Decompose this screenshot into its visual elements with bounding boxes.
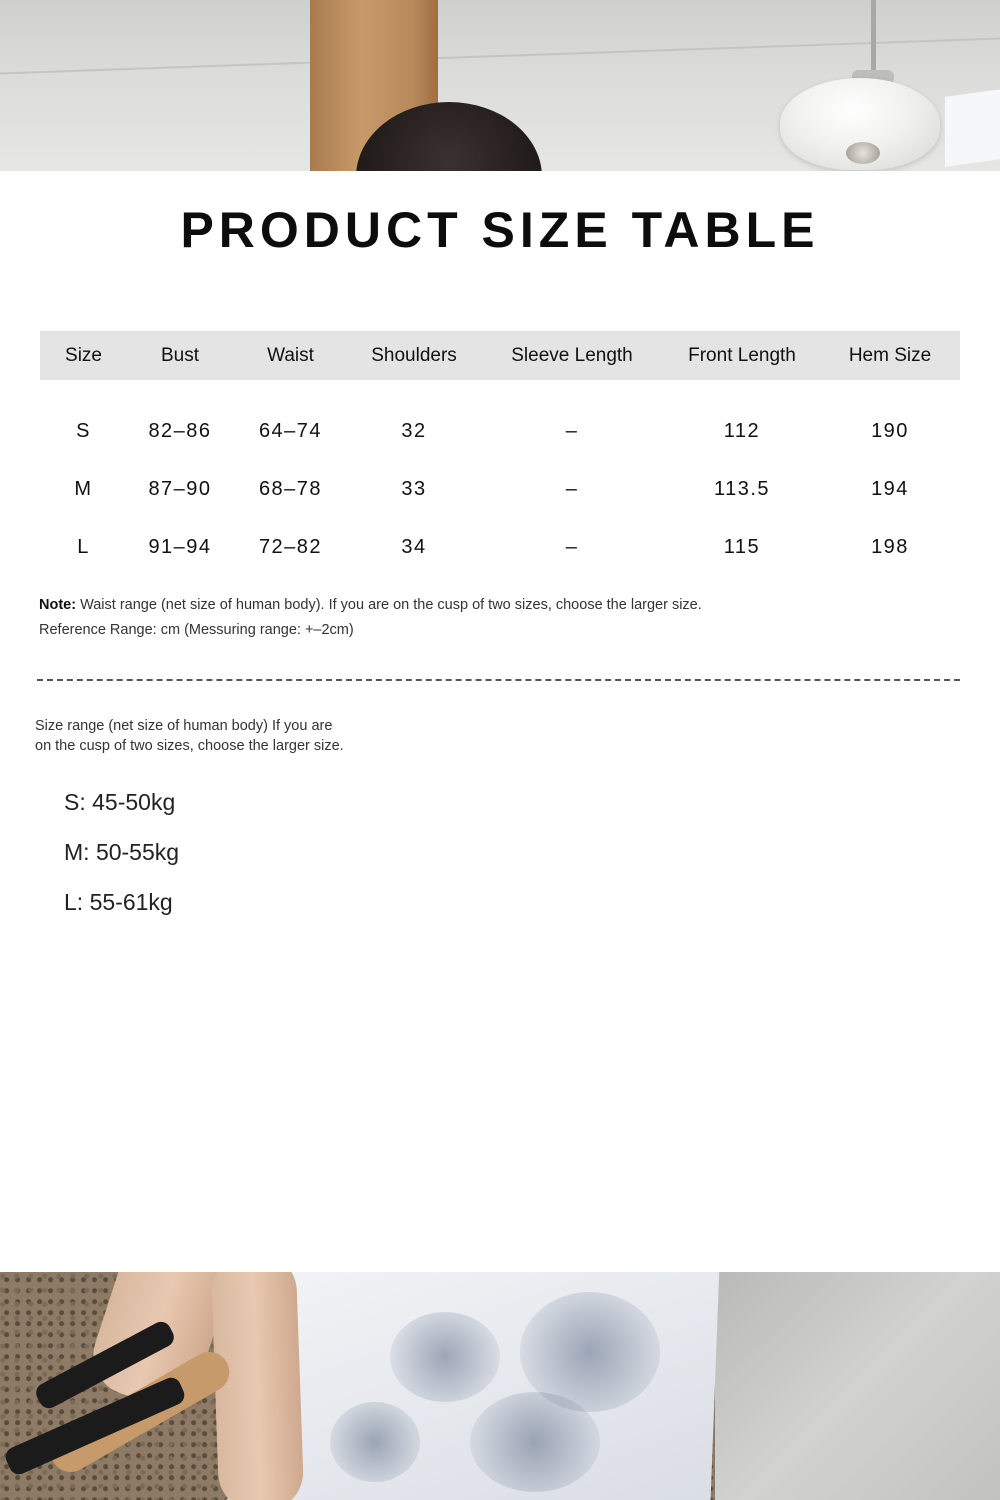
size-range-note <box>35 716 395 756</box>
header-size: Size <box>40 331 127 380</box>
header-front-length: Front Length <box>664 331 820 380</box>
note-label: Note: <box>39 597 77 613</box>
size-table <box>40 331 960 576</box>
table-row <box>40 402 960 460</box>
weight-list <box>64 786 179 936</box>
cell-waist: 68–78 <box>258 477 323 500</box>
cell-waist: 64–74 <box>258 419 323 442</box>
header-waist: Waist <box>233 331 348 380</box>
dress-print-motif <box>330 1402 420 1482</box>
cell-bust: 91–94 <box>148 535 212 558</box>
size-chart-panel <box>0 171 1000 1272</box>
cell-shoulders: 34 <box>401 535 427 558</box>
cell-hem-size: 190 <box>871 419 909 442</box>
cell-bust: 87–90 <box>148 477 212 500</box>
cell-size: S <box>76 419 91 442</box>
dashed-divider <box>37 679 960 681</box>
lamp-rod <box>871 0 876 78</box>
header-hem-size: Hem Size <box>820 331 960 380</box>
notes-block <box>39 593 702 643</box>
table-spacer <box>40 380 960 402</box>
top-product-photo <box>0 0 1000 171</box>
table-header-row <box>40 331 960 380</box>
bottom-product-photo <box>0 1272 1000 1500</box>
dress-print-motif <box>390 1312 500 1402</box>
weight-item-s: S: 45-50kg <box>64 789 176 815</box>
dress-print-motif <box>470 1392 600 1492</box>
cell-bust: 82–86 <box>148 419 212 442</box>
table-row <box>40 518 960 576</box>
cell-hem-size: 194 <box>871 477 909 500</box>
ceiling-edge <box>0 38 1000 75</box>
reference-range: Reference Range: cm (Messuring range: +–2cm) <box>39 622 354 638</box>
cell-front-length: 112 <box>723 419 761 442</box>
cell-shoulders: 32 <box>401 419 427 442</box>
model-leg <box>210 1272 304 1500</box>
cell-sleeve-length: – <box>565 535 579 558</box>
cell-hem-size: 198 <box>871 535 909 558</box>
size-range-line: on the cusp of two sizes, choose the larger size. <box>35 738 344 754</box>
cell-size: L <box>77 535 90 558</box>
note-line <box>39 593 702 618</box>
weight-item-m: M: 50-55kg <box>64 839 180 865</box>
page-title: PRODUCT SIZE TABLE <box>180 202 820 258</box>
note-text: Waist range (net size of human body). If you are on the cusp of two sizes, choose the larger size. <box>76 597 702 613</box>
cell-front-length: 115 <box>723 535 761 558</box>
header-sleeve-length: Sleeve Length <box>480 331 664 380</box>
header-bust: Bust <box>127 331 233 380</box>
concrete-floor <box>715 1272 1000 1500</box>
size-range-line: Size range (net size of human body) If you are <box>35 718 333 734</box>
cell-shoulders: 33 <box>401 477 427 500</box>
header-shoulders: Shoulders <box>348 331 480 380</box>
cell-sleeve-length: – <box>565 419 579 442</box>
window-light <box>945 87 1000 167</box>
sandal-strap <box>3 1375 188 1478</box>
cell-front-length: 113.5 <box>713 477 771 500</box>
cell-size: M <box>74 477 93 500</box>
table-row <box>40 460 960 518</box>
cell-waist: 72–82 <box>258 535 323 558</box>
lamp-bulb <box>846 142 880 164</box>
weight-item-l: L: 55-61kg <box>64 889 173 915</box>
cell-sleeve-length: – <box>565 477 579 500</box>
